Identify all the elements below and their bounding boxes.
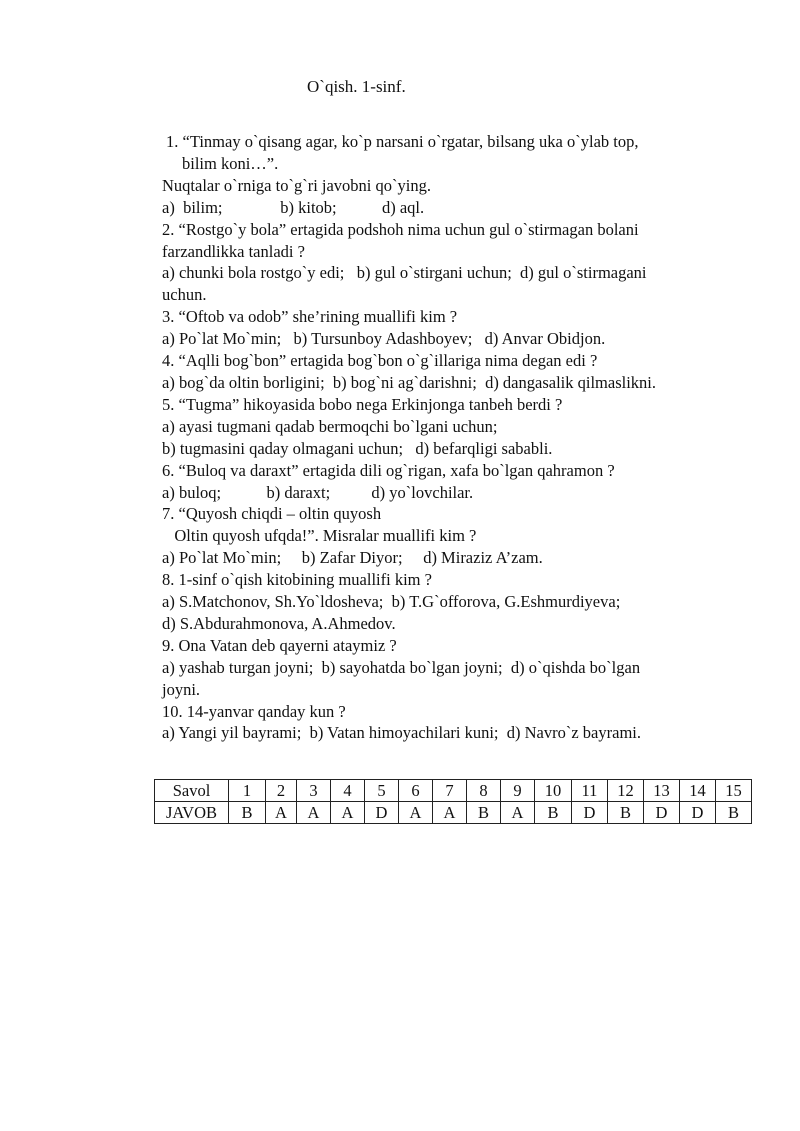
answer-cell: D [365, 802, 399, 824]
answer-cell: A [331, 802, 365, 824]
question-number-cell: 7 [433, 780, 467, 802]
question-2-options-cont: uchun. [162, 285, 207, 305]
question-8-text: 8. 1-sinf o`qish kitobining muallifi kim ? [162, 570, 432, 590]
question-1-text-cont: bilim koni…”. [182, 153, 279, 173]
answer-table-row-answers [155, 802, 752, 824]
question-number-cell: 1 [229, 780, 266, 802]
question-9-text: 9. Ona Vatan deb qayerni ataymiz ? [162, 635, 397, 655]
question-number-cell: 3 [297, 780, 331, 802]
question-8-options: a) S.Matchonov, Sh.Yo`ldosheva; b) T.G`offorova, G.Eshmurdiyeva; [162, 592, 621, 612]
question-number-cell: 6 [399, 780, 433, 802]
question-4-options: a) bog`da oltin borligini; b) bog`ni ag`darishni; d) dangasalik qilmaslikni. [162, 372, 656, 392]
question-8-options-cont: d) S.Abdurahmonova, A.Ahmedov. [162, 613, 396, 633]
answer-table-row-numbers [155, 780, 752, 802]
answer-table-header-javob: JAVOB [155, 802, 229, 824]
answer-cell: A [501, 802, 535, 824]
question-number-cell: 14 [680, 780, 716, 802]
answer-cell: D [572, 802, 608, 824]
question-3-options: a) Po`lat Mo`min; b) Tursunboy Adashboyev; d) Anvar Obidjon. [162, 329, 606, 349]
question-number-cell: 9 [501, 780, 535, 802]
question-7-text: 7. “Quyosh chiqdi – oltin quyosh [162, 504, 382, 524]
question-number-cell: 15 [716, 780, 752, 802]
question-1-instruction: Nuqtalar o`rniga to`g`ri javobni qo`ying. [162, 175, 431, 195]
answer-cell: B [467, 802, 501, 824]
question-6-text: 6. “Buloq va daraxt” ertagida dili og`rigan, xafa bo`lgan qahramon ? [162, 460, 615, 480]
answer-cell: A [433, 802, 467, 824]
question-1-text: 1. “Tinmay o`qisang agar, ko`p narsani o`rgatar, bilsang uka o`ylab top, [166, 132, 639, 151]
question-7-text-cont: Oltin quyosh ufqda!”. Misralar muallifi kim ? [162, 526, 477, 546]
question-2-text-cont: farzandlikka tanladi ? [162, 241, 305, 261]
answer-cell: B [608, 802, 644, 824]
question-5-option-a: a) ayasi tugmani qadab bermoqchi bo`lgani uchun; [162, 416, 498, 436]
question-9-options-cont: joyni. [162, 679, 201, 699]
question-number-cell: 13 [644, 780, 680, 802]
question-3-text: 3. “Oftob va odob” she’rining muallifi kim ? [162, 307, 458, 327]
question-number-cell: 10 [535, 780, 572, 802]
question-number-cell: 2 [266, 780, 297, 802]
answer-cell: D [644, 802, 680, 824]
answer-cell: A [266, 802, 297, 824]
questions-body [162, 131, 752, 744]
question-number-cell: 5 [365, 780, 399, 802]
answer-cell: D [680, 802, 716, 824]
answer-cell: A [399, 802, 433, 824]
answer-table-header-savol: Savol [155, 780, 229, 802]
question-number-cell: 12 [608, 780, 644, 802]
answer-cell: B [229, 802, 266, 824]
question-number-cell: 4 [331, 780, 365, 802]
question-4-text: 4. “Aqlli bog`bon” ertagida bog`bon o`g`illariga nima degan edi ? [162, 351, 598, 371]
question-10-options: a) Yangi yil bayrami; b) Vatan himoyachilari kuni; d) Navro`z bayrami. [162, 723, 641, 743]
question-2-options: a) chunki bola rostgo`y edi; b) gul o`stirgani uchun; d) gul o`stirmagani [162, 263, 647, 283]
answer-table [154, 779, 752, 824]
question-5-text: 5. “Tugma” hikoyasida bobo nega Erkinjonga tanbeh berdi ? [162, 394, 563, 414]
question-6-options: a) buloq; b) daraxt; d) yo`lovchilar. [162, 482, 474, 502]
question-9-options: a) yashab turgan joyni; b) sayohatda bo`lgan joyni; d) o`qishda bo`lgan [162, 657, 641, 677]
question-number-cell: 11 [572, 780, 608, 802]
question-7-options: a) Po`lat Mo`min; b) Zafar Diyor; d) Miraziz A’zam. [162, 548, 543, 568]
question-5-options-bd: b) tugmasini qaday olmagani uchun; d) befarqligi sababli. [162, 438, 553, 458]
answer-cell: B [716, 802, 752, 824]
question-number-cell: 8 [467, 780, 501, 802]
page-title: O`qish. 1-sinf. [307, 77, 406, 96]
question-10-text: 10. 14-yanvar qanday kun ? [162, 701, 346, 721]
question-1-options: a) bilim; b) kitob; d) aql. [162, 197, 425, 217]
answer-cell: B [535, 802, 572, 824]
answer-cell: A [297, 802, 331, 824]
question-2-text: 2. “Rostgo`y bola” ertagida podshoh nima uchun gul o`stirmagan bolani [162, 219, 639, 239]
